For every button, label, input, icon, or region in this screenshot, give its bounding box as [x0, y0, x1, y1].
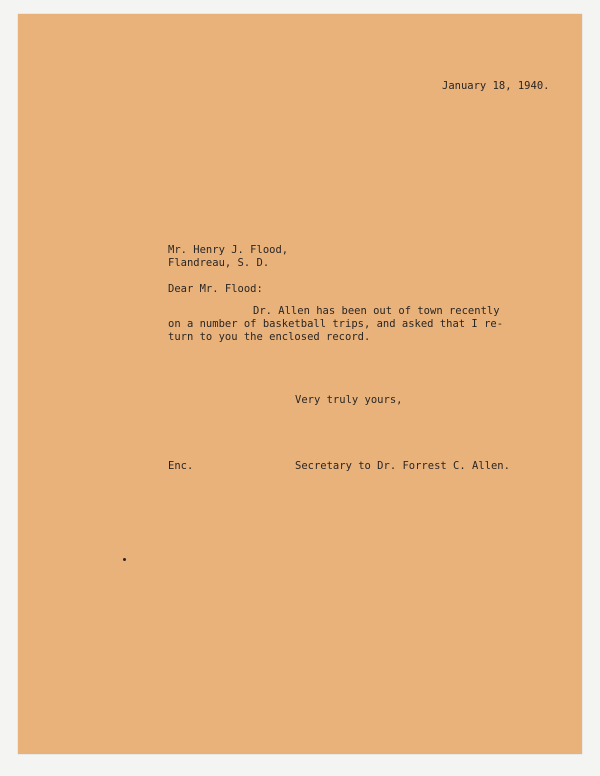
salutation: Dear Mr. Flood:: [168, 283, 263, 295]
body-line-1: Dr. Allen has been out of town recently: [253, 305, 500, 317]
body-line-2: on a number of basketball trips, and asked that I re-: [168, 318, 504, 330]
recipient-location: Flandreau, S. D.: [168, 257, 270, 269]
letter-date: January 18, 1940.: [442, 80, 550, 92]
closing: Very truly yours,: [295, 394, 403, 406]
letter-sheet: [18, 14, 582, 754]
signature-block: Secretary to Dr. Forrest C. Allen.: [295, 460, 510, 472]
ink-speck: [123, 558, 126, 561]
enclosure-note: Enc.: [168, 460, 194, 472]
body-line-3: turn to you the enclosed record.: [168, 331, 371, 343]
recipient-name: Mr. Henry J. Flood,: [168, 244, 289, 256]
